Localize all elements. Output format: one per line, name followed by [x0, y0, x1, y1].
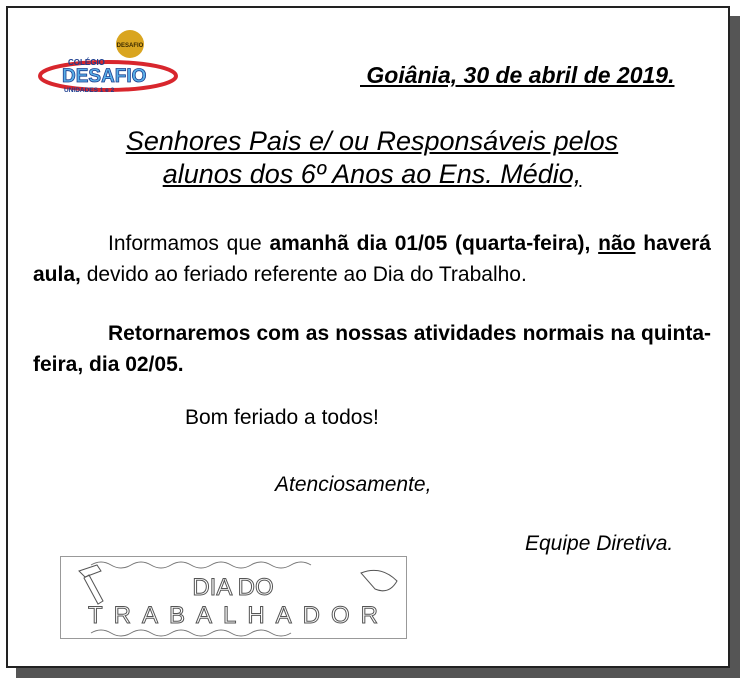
date-line: Goiânia, 30 de abril de 2019.	[360, 62, 675, 88]
cap-icon	[361, 570, 397, 590]
paragraph-2	[33, 318, 711, 380]
banner-art	[61, 557, 406, 638]
p1-text-2: devido ao feriado referente ao Dia do Trabalho.	[80, 263, 527, 286]
signature: Equipe Diretiva.	[525, 532, 674, 555]
p1-bold-date: amanhã dia 01/05 (quarta-feira),	[269, 232, 591, 255]
title-line-1: Senhores Pais e/ ou Responsáveis pelos	[125, 126, 619, 156]
closing: Atenciosamente,	[275, 473, 432, 496]
greeting: Bom feriado a todos!	[185, 406, 379, 429]
labor-day-banner	[60, 556, 407, 639]
school-logo	[38, 26, 183, 98]
p1-bold-noclass: haverá aula,	[33, 232, 711, 286]
paragraph-1	[33, 228, 711, 290]
title-line-2: alunos dos 6º Anos ao Ens. Médio,	[162, 159, 582, 189]
logo-name: DESAFIO	[62, 66, 147, 87]
notice-title	[40, 125, 704, 191]
p2-text: Retornaremos com as nossas atividades normais na quinta-feira, dia 02/05.	[33, 322, 711, 376]
logo-units: UNIDADES 1 e 2	[64, 87, 115, 94]
p1-text: Informamos que	[108, 232, 270, 255]
p1-underline: não	[598, 232, 636, 255]
seal-text: DESAFIO	[116, 43, 144, 49]
banner-line-1: DIA DO	[192, 574, 274, 601]
hammer-icon	[79, 565, 103, 604]
banner-line-2: TRABALHADOR	[88, 602, 378, 629]
logo-prefix: COLÉGIO	[68, 58, 105, 67]
